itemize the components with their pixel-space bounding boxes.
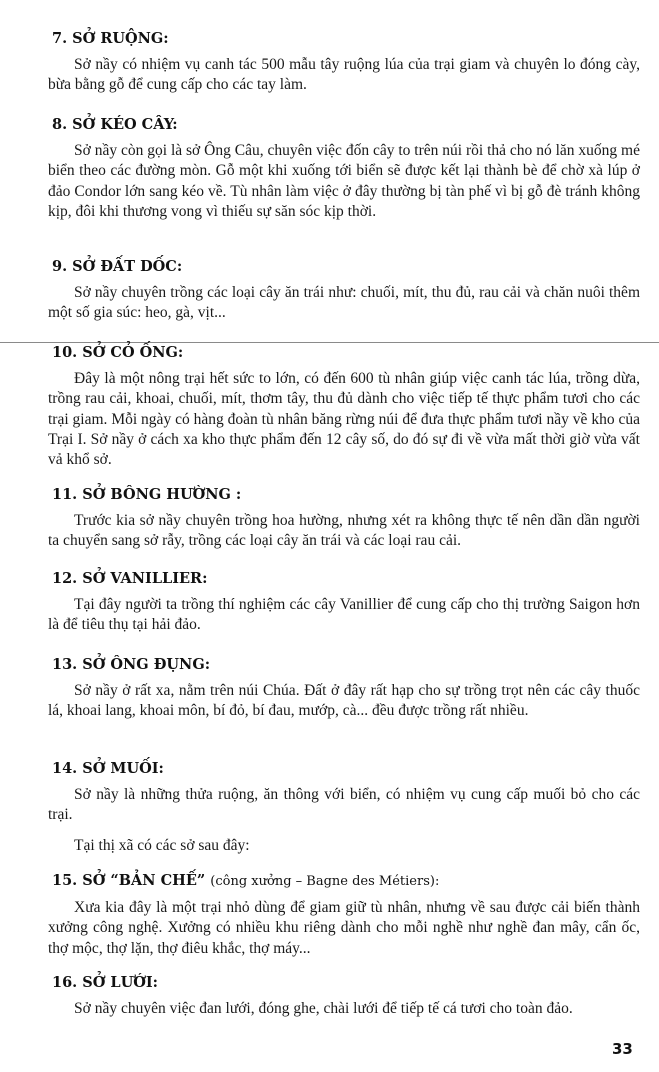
section-so-muoi bbox=[48, 760, 642, 826]
section-so-vanillier bbox=[48, 570, 642, 636]
section-so-co-ong bbox=[48, 344, 642, 470]
section-so-dat-doc bbox=[48, 258, 642, 324]
section-body: Sở nầy ở rất xa, nằm trên núi Chúa. Đất ở đây rất hạp cho sự trồng trọt nên các cây thuốc lá, khoai lang, khoai môn, bí đỏ, bí đau, mướp, cà... đều được trồng rất nhiều. bbox=[48, 682, 640, 720]
section-heading: 8. SỞ KÉO CÂY: bbox=[52, 116, 178, 133]
page-number: 33 bbox=[612, 1040, 633, 1058]
section-heading: 7. SỞ RUỘNG: bbox=[52, 30, 169, 47]
section-heading: 11. SỞ BÔNG HƯỜNG : bbox=[52, 486, 242, 503]
section-so-ruong bbox=[48, 30, 642, 96]
section-body: Sở nầy có nhiệm vụ canh tác 500 mẫu tây ruộng lúa của trại giam và chuyên lo đóng cày, bừa bằng gỗ để cung cấp cho các tay làm. bbox=[48, 56, 640, 94]
section-heading: 13. SỞ ÔNG ĐỤNG: bbox=[52, 656, 211, 673]
section-body: Sở nầy chuyên trồng các loại cây ăn trái như: chuối, mít, thu đủ, rau cải và chăn nuôi thêm một số gia súc: heo, gà, vịt... bbox=[48, 284, 640, 322]
section-body: Sở nầy chuyên việc đan lưới, đóng ghe, chài lưới để tiếp tế cá tươi cho toàn đảo. bbox=[74, 1000, 573, 1017]
section-heading: 12. SỞ VANILLIER: bbox=[52, 570, 208, 587]
section-heading: 10. SỞ CỎ ỐNG: bbox=[52, 344, 184, 361]
section-heading: 9. SỞ ĐẤT DỐC: bbox=[52, 258, 183, 275]
section-heading bbox=[52, 872, 642, 891]
section-so-keo-cay bbox=[48, 116, 642, 222]
section-so-ban-che bbox=[48, 872, 642, 959]
section-heading-title: 15. SỞ “BẢN CHẾ” bbox=[52, 872, 206, 889]
section-body: Trước kia sở nầy chuyên trồng hoa hường, nhưng xét ra không thực tế nên dần dần người ta chuyển sang sở rẫy, trồng các loại cây ăn trái và các loại rau cải. bbox=[48, 512, 640, 550]
section-heading-subtitle: (công xưởng – Bagne des Métiers): bbox=[210, 874, 440, 889]
section-heading: 14. SỞ MUỐI: bbox=[52, 760, 164, 777]
section-body: Xưa kia đây là một trại nhỏ dùng để giam giữ tù nhân, nhưng về sau được cải biến thành xưởng công nghệ. Xưởng có nhiều khu riêng dành cho mỗi nghề như nghề đan mây, cẩn ốc, thợ mộc, thợ lặn, thợ điêu khắc, thợ máy... bbox=[48, 899, 640, 957]
section-body: Sở nầy là những thửa ruộng, ăn thông với biển, có nhiệm vụ cung cấp muối bỏ cho các trại. bbox=[48, 786, 640, 824]
section-so-luoi bbox=[52, 974, 642, 1019]
section-body: Sở nầy còn gọi là sở Ông Câu, chuyên việc đốn cây to trên núi rồi thả cho nó lăn xuống mé biển theo các đường mòn. Gỗ một khi xuống tới biển sẽ được kết lại thành bè để chờ xà lúp ở đảo Condor lớn sang kéo về. Tù nhân làm việc ở đây thường bị tàn phế vì bị gỗ đè tránh không kịp, đôi khi thương vong vì thiếu sự săn sóc kịp thời. bbox=[48, 142, 640, 220]
section-so-ong-dung bbox=[48, 656, 642, 722]
section-body: Đây là một nông trại hết sức to lớn, có đến 600 tù nhân giúp việc canh tác lúa, trồng dừa, trồng rau cải, khoai, chuối, mít, thơm tây, thu đủ dành cho việc tiếp tế thực phẩm tươi cho các trại giam. Mỗi ngày có hàng đoàn tù nhân băng rừng núi để đưa thực phẩm tươi nầy về kho của Trại I. Sở nầy ở cách xa kho thực phẩm đến 12 cây số, do đó sự đi về vừa mất thời giờ vừa vất vả khổ sở. bbox=[48, 370, 640, 469]
section-body: Tại đây người ta trồng thí nghiệm các cây Vanillier để cung cấp cho thị trường Saigon hơn là để tiêu thụ tại hải đảo. bbox=[48, 596, 640, 634]
interlude-paragraph: Tại thị xã có các sở sau đây: bbox=[74, 837, 250, 854]
section-so-bong-huong bbox=[48, 486, 642, 552]
horizontal-divider bbox=[0, 342, 659, 343]
section-heading: 16. SỞ LƯỚI: bbox=[52, 974, 159, 991]
